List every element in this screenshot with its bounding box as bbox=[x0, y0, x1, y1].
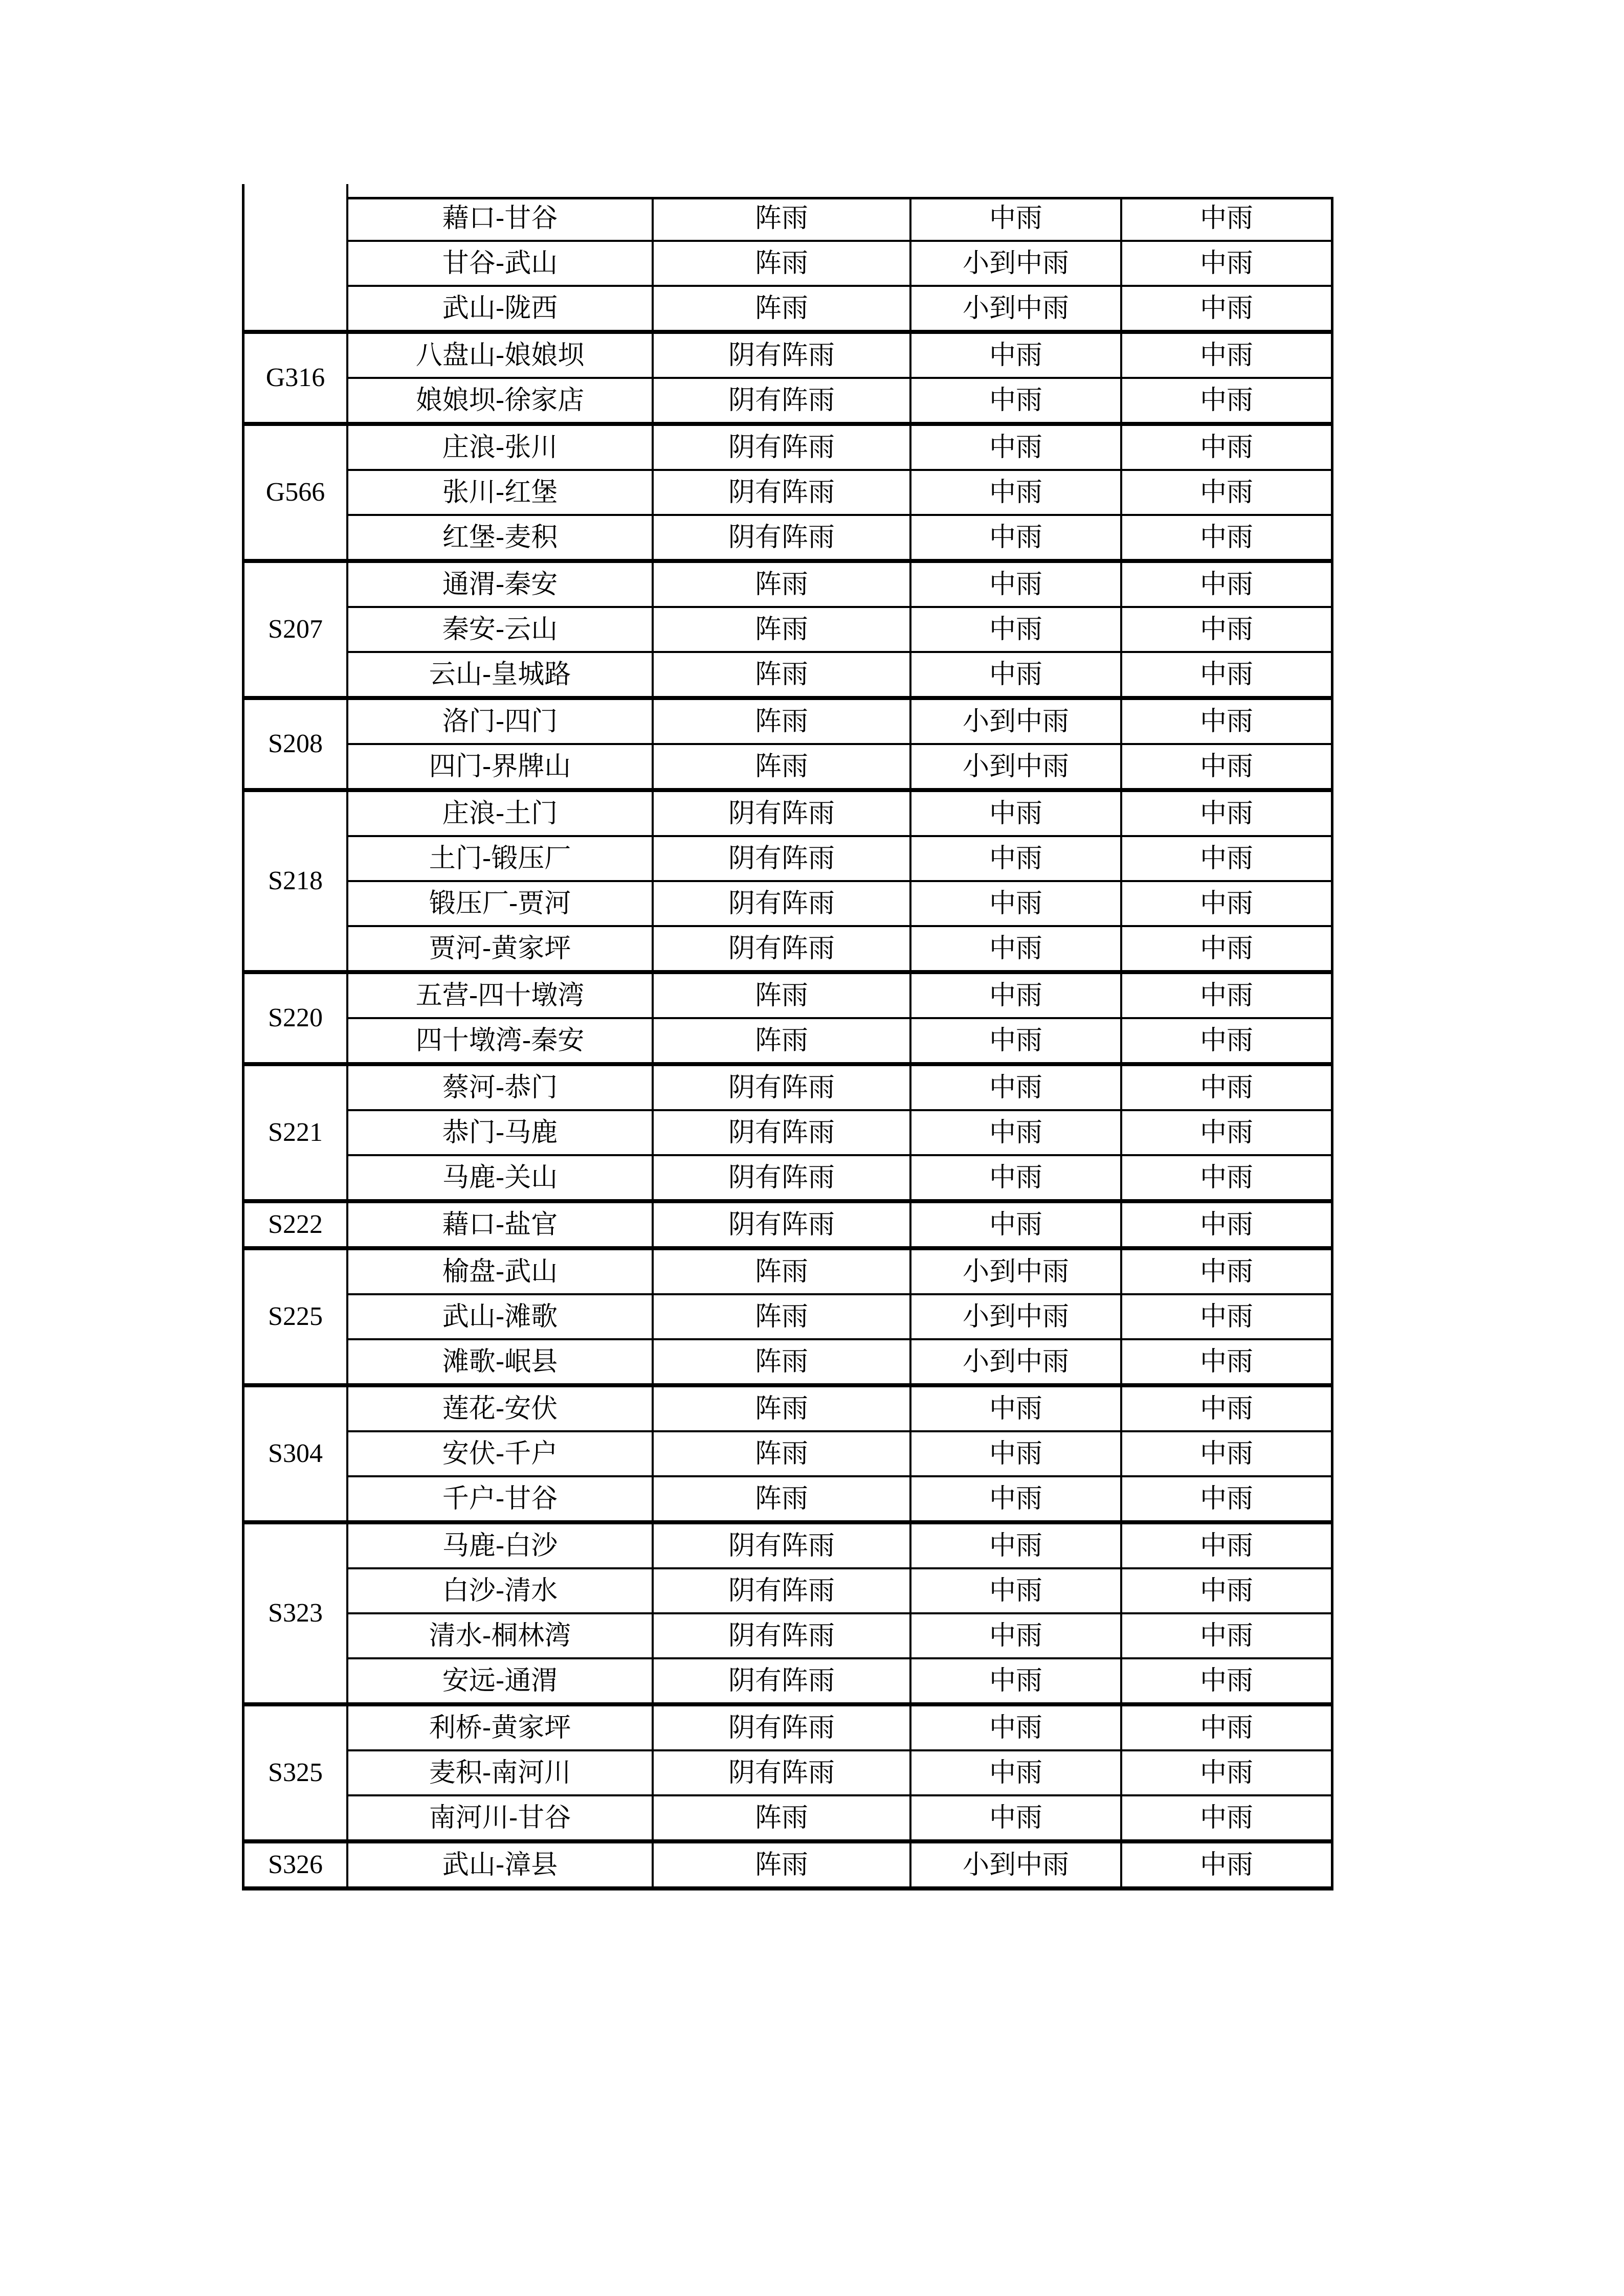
forecast-day2-cell: 小到中雨 bbox=[909, 743, 1120, 788]
forecast-day1-cell: 阴有阵雨 bbox=[652, 514, 909, 559]
route-segment-cell: 安远-通渭 bbox=[346, 1657, 652, 1702]
forecast-table bbox=[242, 197, 1333, 1890]
forecast-day2-cell: 小到中雨 bbox=[909, 1338, 1120, 1383]
forecast-day2-cell: 中雨 bbox=[909, 1567, 1120, 1612]
route-segment-cell: 武山-陇西 bbox=[346, 285, 652, 330]
forecast-day1-cell: 阴有阵雨 bbox=[652, 1706, 909, 1749]
road-code-cell: S325 bbox=[268, 1758, 323, 1787]
road-code-cell bbox=[244, 197, 346, 330]
forecast-day3-cell: 中雨 bbox=[1120, 563, 1331, 606]
route-segment-cell: 恭门-马鹿 bbox=[346, 1109, 652, 1154]
forecast-day3-cell: 中雨 bbox=[1120, 334, 1331, 377]
route-segment-cell: 庄浪-张川 bbox=[346, 426, 652, 469]
road-code-cell: S220 bbox=[268, 1003, 323, 1032]
forecast-day3-cell: 中雨 bbox=[1120, 1387, 1331, 1430]
forecast-day2-cell: 中雨 bbox=[909, 792, 1120, 835]
road-code-cell: S323 bbox=[268, 1599, 323, 1628]
forecast-day1-cell: 阵雨 bbox=[652, 1017, 909, 1062]
road-group bbox=[244, 426, 1331, 563]
route-segment-cell: 武山-漳县 bbox=[346, 1843, 652, 1886]
forecast-day2-cell: 中雨 bbox=[909, 1109, 1120, 1154]
forecast-day2-cell: 中雨 bbox=[909, 1612, 1120, 1657]
forecast-day1-cell: 阵雨 bbox=[652, 197, 909, 240]
route-segment-cell: 清水-桐林湾 bbox=[346, 1612, 652, 1657]
forecast-day3-cell: 中雨 bbox=[1120, 514, 1331, 559]
forecast-day2-cell: 中雨 bbox=[909, 563, 1120, 606]
forecast-day3-cell: 中雨 bbox=[1120, 1794, 1331, 1839]
route-segment-cell: 通渭-秦安 bbox=[346, 563, 652, 606]
forecast-day1-cell: 阵雨 bbox=[652, 1387, 909, 1430]
forecast-day1-cell: 阵雨 bbox=[652, 1843, 909, 1886]
forecast-day2-cell: 中雨 bbox=[909, 1794, 1120, 1839]
road-code-cell: S225 bbox=[268, 1302, 323, 1331]
forecast-day2-cell: 中雨 bbox=[909, 1203, 1120, 1246]
route-segment-cell: 麦积-南河川 bbox=[346, 1749, 652, 1794]
forecast-day3-cell: 中雨 bbox=[1120, 1109, 1331, 1154]
forecast-day3-cell: 中雨 bbox=[1120, 285, 1331, 330]
route-segment-cell: 云山-皇城路 bbox=[346, 651, 652, 696]
forecast-day3-cell: 中雨 bbox=[1120, 651, 1331, 696]
forecast-day1-cell: 阴有阵雨 bbox=[652, 1203, 909, 1246]
forecast-day2-cell: 中雨 bbox=[909, 334, 1120, 377]
forecast-day2-cell: 中雨 bbox=[909, 1475, 1120, 1520]
forecast-day1-cell: 阴有阵雨 bbox=[652, 1524, 909, 1567]
road-group bbox=[244, 700, 1331, 792]
forecast-day1-cell: 阴有阵雨 bbox=[652, 334, 909, 377]
forecast-day1-cell: 阵雨 bbox=[652, 1430, 909, 1475]
forecast-day1-cell: 阴有阵雨 bbox=[652, 792, 909, 835]
forecast-day2-cell: 小到中雨 bbox=[909, 240, 1120, 285]
route-segment-cell: 藉口-盐官 bbox=[346, 1203, 652, 1246]
forecast-day2-cell: 小到中雨 bbox=[909, 1250, 1120, 1293]
forecast-day1-cell: 阵雨 bbox=[652, 1338, 909, 1383]
route-segment-cell: 甘谷-武山 bbox=[346, 240, 652, 285]
road-group bbox=[244, 334, 1331, 426]
forecast-day2-cell: 中雨 bbox=[909, 197, 1120, 240]
forecast-day3-cell: 中雨 bbox=[1120, 1612, 1331, 1657]
road-code-cell: S208 bbox=[268, 729, 323, 758]
route-segment-cell: 五营-四十墩湾 bbox=[346, 974, 652, 1017]
road-code-cell: S304 bbox=[268, 1439, 323, 1468]
continued-row-divider-stub bbox=[346, 184, 348, 199]
forecast-day2-cell: 中雨 bbox=[909, 606, 1120, 651]
road-group bbox=[244, 1250, 1331, 1387]
forecast-day3-cell: 中雨 bbox=[1120, 426, 1331, 469]
route-segment-cell: 四十墩湾-秦安 bbox=[346, 1017, 652, 1062]
forecast-day1-cell: 阵雨 bbox=[652, 1794, 909, 1839]
route-segment-cell: 马鹿-关山 bbox=[346, 1154, 652, 1199]
forecast-day1-cell: 阴有阵雨 bbox=[652, 377, 909, 422]
forecast-day2-cell: 小到中雨 bbox=[909, 285, 1120, 330]
forecast-day2-cell: 小到中雨 bbox=[909, 700, 1120, 743]
forecast-day3-cell: 中雨 bbox=[1120, 240, 1331, 285]
route-segment-cell: 蔡河-恭门 bbox=[346, 1066, 652, 1109]
forecast-day2-cell: 中雨 bbox=[909, 651, 1120, 696]
forecast-day2-cell: 中雨 bbox=[909, 426, 1120, 469]
forecast-day3-cell: 中雨 bbox=[1120, 1430, 1331, 1475]
forecast-day1-cell: 阴有阵雨 bbox=[652, 835, 909, 880]
road-code-cell: G316 bbox=[265, 363, 325, 392]
road-group bbox=[244, 197, 1331, 334]
road-code-cell: S207 bbox=[268, 615, 323, 644]
forecast-day1-cell: 阴有阵雨 bbox=[652, 1612, 909, 1657]
forecast-day1-cell: 阴有阵雨 bbox=[652, 1154, 909, 1199]
forecast-day3-cell: 中雨 bbox=[1120, 1338, 1331, 1383]
forecast-day3-cell: 中雨 bbox=[1120, 1706, 1331, 1749]
forecast-day2-cell: 中雨 bbox=[909, 1706, 1120, 1749]
road-group bbox=[244, 1524, 1331, 1706]
forecast-day2-cell: 中雨 bbox=[909, 377, 1120, 422]
forecast-day2-cell: 中雨 bbox=[909, 1749, 1120, 1794]
route-segment-cell: 庄浪-土门 bbox=[346, 792, 652, 835]
forecast-day2-cell: 小到中雨 bbox=[909, 1293, 1120, 1338]
forecast-day1-cell: 阴有阵雨 bbox=[652, 469, 909, 514]
route-segment-cell: 土门-锻压厂 bbox=[346, 835, 652, 880]
forecast-day3-cell: 中雨 bbox=[1120, 1475, 1331, 1520]
forecast-day1-cell: 阵雨 bbox=[652, 1293, 909, 1338]
forecast-day3-cell: 中雨 bbox=[1120, 1657, 1331, 1702]
route-segment-cell: 安伏-千户 bbox=[346, 1430, 652, 1475]
forecast-day3-cell: 中雨 bbox=[1120, 974, 1331, 1017]
road-group bbox=[244, 563, 1331, 700]
forecast-day1-cell: 阵雨 bbox=[652, 563, 909, 606]
forecast-day2-cell: 中雨 bbox=[909, 1066, 1120, 1109]
route-segment-cell: 贾河-黄家坪 bbox=[346, 925, 652, 970]
forecast-day1-cell: 阴有阵雨 bbox=[652, 1657, 909, 1702]
route-segment-cell: 锻压厂-贾河 bbox=[346, 880, 652, 925]
forecast-day3-cell: 中雨 bbox=[1120, 1066, 1331, 1109]
forecast-day3-cell: 中雨 bbox=[1120, 1203, 1331, 1246]
forecast-table-body bbox=[244, 197, 1331, 1890]
route-segment-cell: 红堡-麦积 bbox=[346, 514, 652, 559]
forecast-day2-cell: 中雨 bbox=[909, 835, 1120, 880]
forecast-day1-cell: 阴有阵雨 bbox=[652, 1567, 909, 1612]
forecast-day2-cell: 中雨 bbox=[909, 1657, 1120, 1702]
forecast-day3-cell: 中雨 bbox=[1120, 1017, 1331, 1062]
route-segment-cell: 马鹿-白沙 bbox=[346, 1524, 652, 1567]
forecast-day3-cell: 中雨 bbox=[1120, 377, 1331, 422]
forecast-day2-cell: 中雨 bbox=[909, 925, 1120, 970]
forecast-day2-cell: 中雨 bbox=[909, 1387, 1120, 1430]
forecast-day1-cell: 阵雨 bbox=[652, 974, 909, 1017]
route-segment-cell: 四门-界牌山 bbox=[346, 743, 652, 788]
route-segment-cell: 榆盘-武山 bbox=[346, 1250, 652, 1293]
table-top-border bbox=[346, 197, 1331, 199]
route-segment-cell: 张川-红堡 bbox=[346, 469, 652, 514]
forecast-day1-cell: 阵雨 bbox=[652, 240, 909, 285]
road-group bbox=[244, 1387, 1331, 1524]
forecast-day2-cell: 小到中雨 bbox=[909, 1843, 1120, 1886]
forecast-day3-cell: 中雨 bbox=[1120, 1567, 1331, 1612]
forecast-day3-cell: 中雨 bbox=[1120, 1293, 1331, 1338]
road-code-cell: S218 bbox=[268, 866, 323, 895]
forecast-day2-cell: 中雨 bbox=[909, 880, 1120, 925]
forecast-day2-cell: 中雨 bbox=[909, 974, 1120, 1017]
road-group bbox=[244, 1843, 1331, 1890]
road-code-cell: S326 bbox=[268, 1850, 323, 1879]
forecast-day1-cell: 阵雨 bbox=[652, 1475, 909, 1520]
route-segment-cell: 滩歌-岷县 bbox=[346, 1338, 652, 1383]
road-group bbox=[244, 1066, 1331, 1203]
forecast-day1-cell: 阴有阵雨 bbox=[652, 426, 909, 469]
road-group bbox=[244, 974, 1331, 1066]
forecast-day2-cell: 中雨 bbox=[909, 1430, 1120, 1475]
forecast-day1-cell: 阵雨 bbox=[652, 700, 909, 743]
forecast-day3-cell: 中雨 bbox=[1120, 880, 1331, 925]
road-code-cell: S222 bbox=[268, 1210, 323, 1239]
continued-row-left-border-stub bbox=[242, 184, 244, 199]
forecast-day3-cell: 中雨 bbox=[1120, 469, 1331, 514]
route-segment-cell: 武山-滩歌 bbox=[346, 1293, 652, 1338]
route-segment-cell: 八盘山-娘娘坝 bbox=[346, 334, 652, 377]
route-segment-cell: 洛门-四门 bbox=[346, 700, 652, 743]
forecast-day3-cell: 中雨 bbox=[1120, 197, 1331, 240]
forecast-day1-cell: 阴有阵雨 bbox=[652, 1066, 909, 1109]
route-segment-cell: 白沙-清水 bbox=[346, 1567, 652, 1612]
road-group bbox=[244, 792, 1331, 974]
route-segment-cell: 藉口-甘谷 bbox=[346, 197, 652, 240]
forecast-day3-cell: 中雨 bbox=[1120, 743, 1331, 788]
road-code-cell: G566 bbox=[265, 478, 325, 507]
forecast-day3-cell: 中雨 bbox=[1120, 1749, 1331, 1794]
route-segment-cell: 千户-甘谷 bbox=[346, 1475, 652, 1520]
forecast-day3-cell: 中雨 bbox=[1120, 606, 1331, 651]
road-group bbox=[244, 1203, 1331, 1250]
forecast-day3-cell: 中雨 bbox=[1120, 792, 1331, 835]
forecast-day3-cell: 中雨 bbox=[1120, 1843, 1331, 1886]
forecast-day2-cell: 中雨 bbox=[909, 1154, 1120, 1199]
route-segment-cell: 南河川-甘谷 bbox=[346, 1794, 652, 1839]
forecast-day1-cell: 阵雨 bbox=[652, 606, 909, 651]
forecast-day3-cell: 中雨 bbox=[1120, 1524, 1331, 1567]
forecast-day1-cell: 阵雨 bbox=[652, 285, 909, 330]
forecast-day3-cell: 中雨 bbox=[1120, 1154, 1331, 1199]
forecast-day1-cell: 阴有阵雨 bbox=[652, 1749, 909, 1794]
forecast-day2-cell: 中雨 bbox=[909, 1017, 1120, 1062]
forecast-day1-cell: 阵雨 bbox=[652, 743, 909, 788]
forecast-day2-cell: 中雨 bbox=[909, 1524, 1120, 1567]
road-code-cell: S221 bbox=[268, 1118, 323, 1147]
forecast-day1-cell: 阵雨 bbox=[652, 1250, 909, 1293]
forecast-day2-cell: 中雨 bbox=[909, 469, 1120, 514]
forecast-day3-cell: 中雨 bbox=[1120, 700, 1331, 743]
forecast-day1-cell: 阴有阵雨 bbox=[652, 1109, 909, 1154]
route-segment-cell: 娘娘坝-徐家店 bbox=[346, 377, 652, 422]
forecast-day1-cell: 阴有阵雨 bbox=[652, 880, 909, 925]
route-segment-cell: 秦安-云山 bbox=[346, 606, 652, 651]
road-group bbox=[244, 1706, 1331, 1843]
forecast-day1-cell: 阴有阵雨 bbox=[652, 925, 909, 970]
forecast-day3-cell: 中雨 bbox=[1120, 835, 1331, 880]
forecast-day3-cell: 中雨 bbox=[1120, 1250, 1331, 1293]
route-segment-cell: 利桥-黄家坪 bbox=[346, 1706, 652, 1749]
forecast-day1-cell: 阵雨 bbox=[652, 651, 909, 696]
route-segment-cell: 莲花-安伏 bbox=[346, 1387, 652, 1430]
forecast-day3-cell: 中雨 bbox=[1120, 925, 1331, 970]
forecast-day2-cell: 中雨 bbox=[909, 514, 1120, 559]
